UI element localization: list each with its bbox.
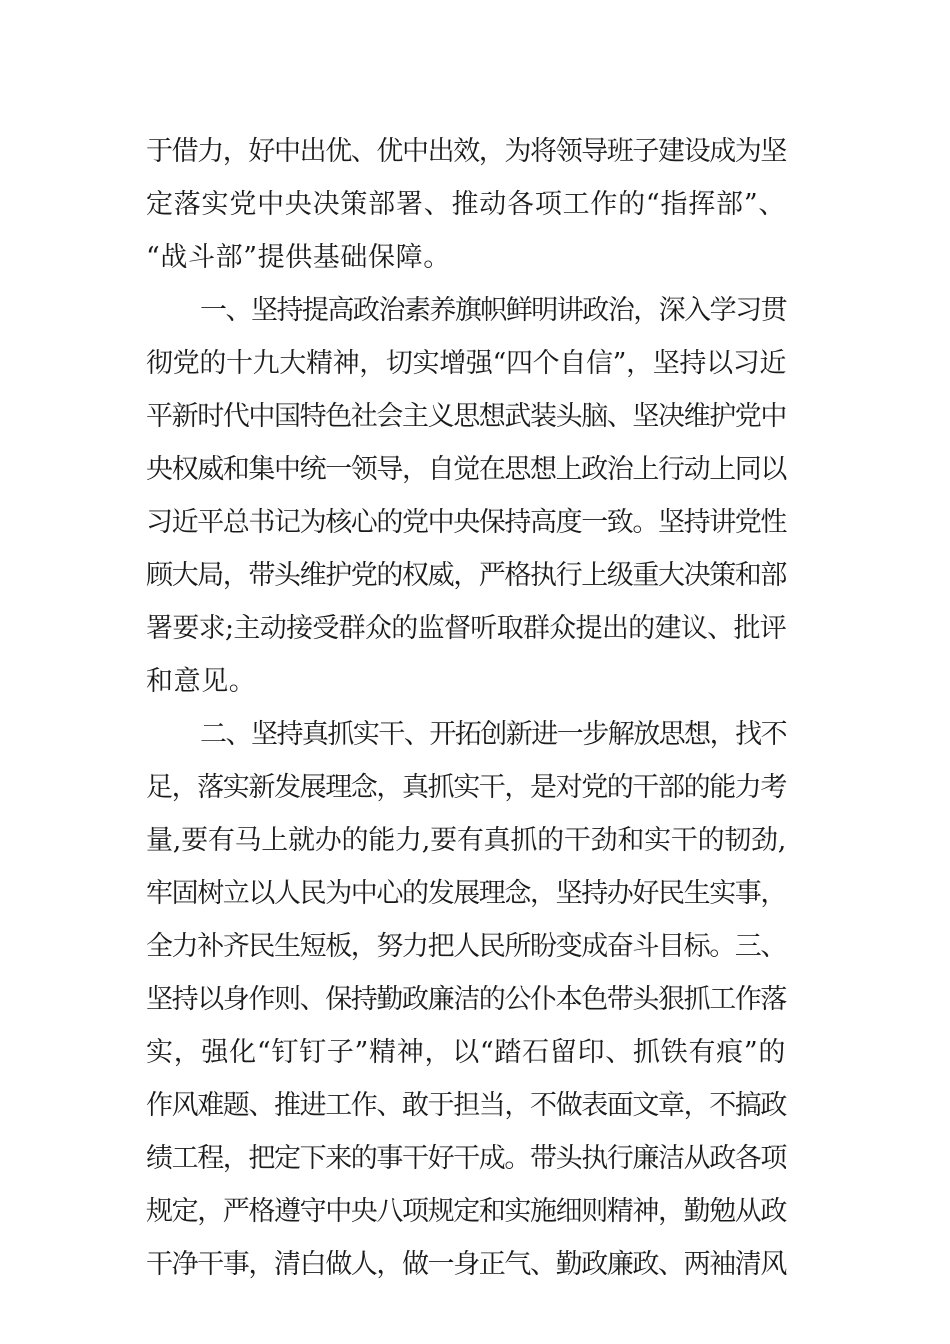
text-line: 顾大局，带头维护党的权威，严格执行上级重大决策和部 <box>146 560 786 591</box>
text-line: 于借力，好中出优、优中出效，为将领导班子建设成为坚 <box>146 136 786 167</box>
text-line: 规定，严格遵守中央八项规定和实施细则精神，勤勉从政 <box>146 1196 786 1227</box>
text-line: 实，强化“钉钉子”精神，以“踏石留印、抓铁有痕”的 <box>146 1037 786 1068</box>
text-line: 足，落实新发展理念，真抓实干，是对党的干部的能力考 <box>146 772 786 803</box>
paragraph-start-line: 二、坚持真抓实干、开拓创新进一步解放思想，找不 <box>200 719 786 750</box>
text-line: 定落实党中央决策部署、推动各项工作的“指挥部”、 <box>146 189 786 220</box>
text-line: 彻党的十九大精神，切实增强“四个自信”，坚持以习近 <box>146 348 786 379</box>
text-line: 习近平总书记为核心的党中央保持高度一致。坚持讲党性 <box>146 507 786 538</box>
text-line: 和意见。 <box>146 666 257 697</box>
text-line: 署要求;主动接受群众的监督听取群众提出的建议、批评 <box>146 613 786 644</box>
text-line: 牢固树立以人民为中心的发展理念，坚持办好民生实事， <box>146 878 786 909</box>
text-line: 量,要有马上就办的能力,要有真抓的干劲和实干的韧劲, <box>146 825 786 856</box>
text-line: 平新时代中国特色社会主义思想武装头脑、坚决维护党中 <box>146 401 786 432</box>
text-line: 绩工程，把定下来的事干好干成。带头执行廉洁从政各项 <box>146 1143 786 1174</box>
text-line: 干净干事，清白做人，做一身正气、勤政廉政、两袖清风 <box>146 1249 786 1280</box>
text-line: “战斗部”提供基础保障。 <box>146 242 451 273</box>
text-line: 作风难题、推进工作、敢于担当，不做表面文章，不搞政 <box>146 1090 786 1121</box>
text-line: 全力补齐民生短板，努力把人民所盼变成奋斗目标。三、 <box>146 931 786 962</box>
text-line: 央权威和集中统一领导，自觉在思想上政治上行动上同以 <box>146 454 786 485</box>
paragraph-start-line: 一、坚持提高政治素养旗帜鲜明讲政治，深入学习贯 <box>200 295 786 326</box>
text-line: 坚持以身作则、保持勤政廉洁的公仆本色带头狠抓工作落 <box>146 984 786 1015</box>
